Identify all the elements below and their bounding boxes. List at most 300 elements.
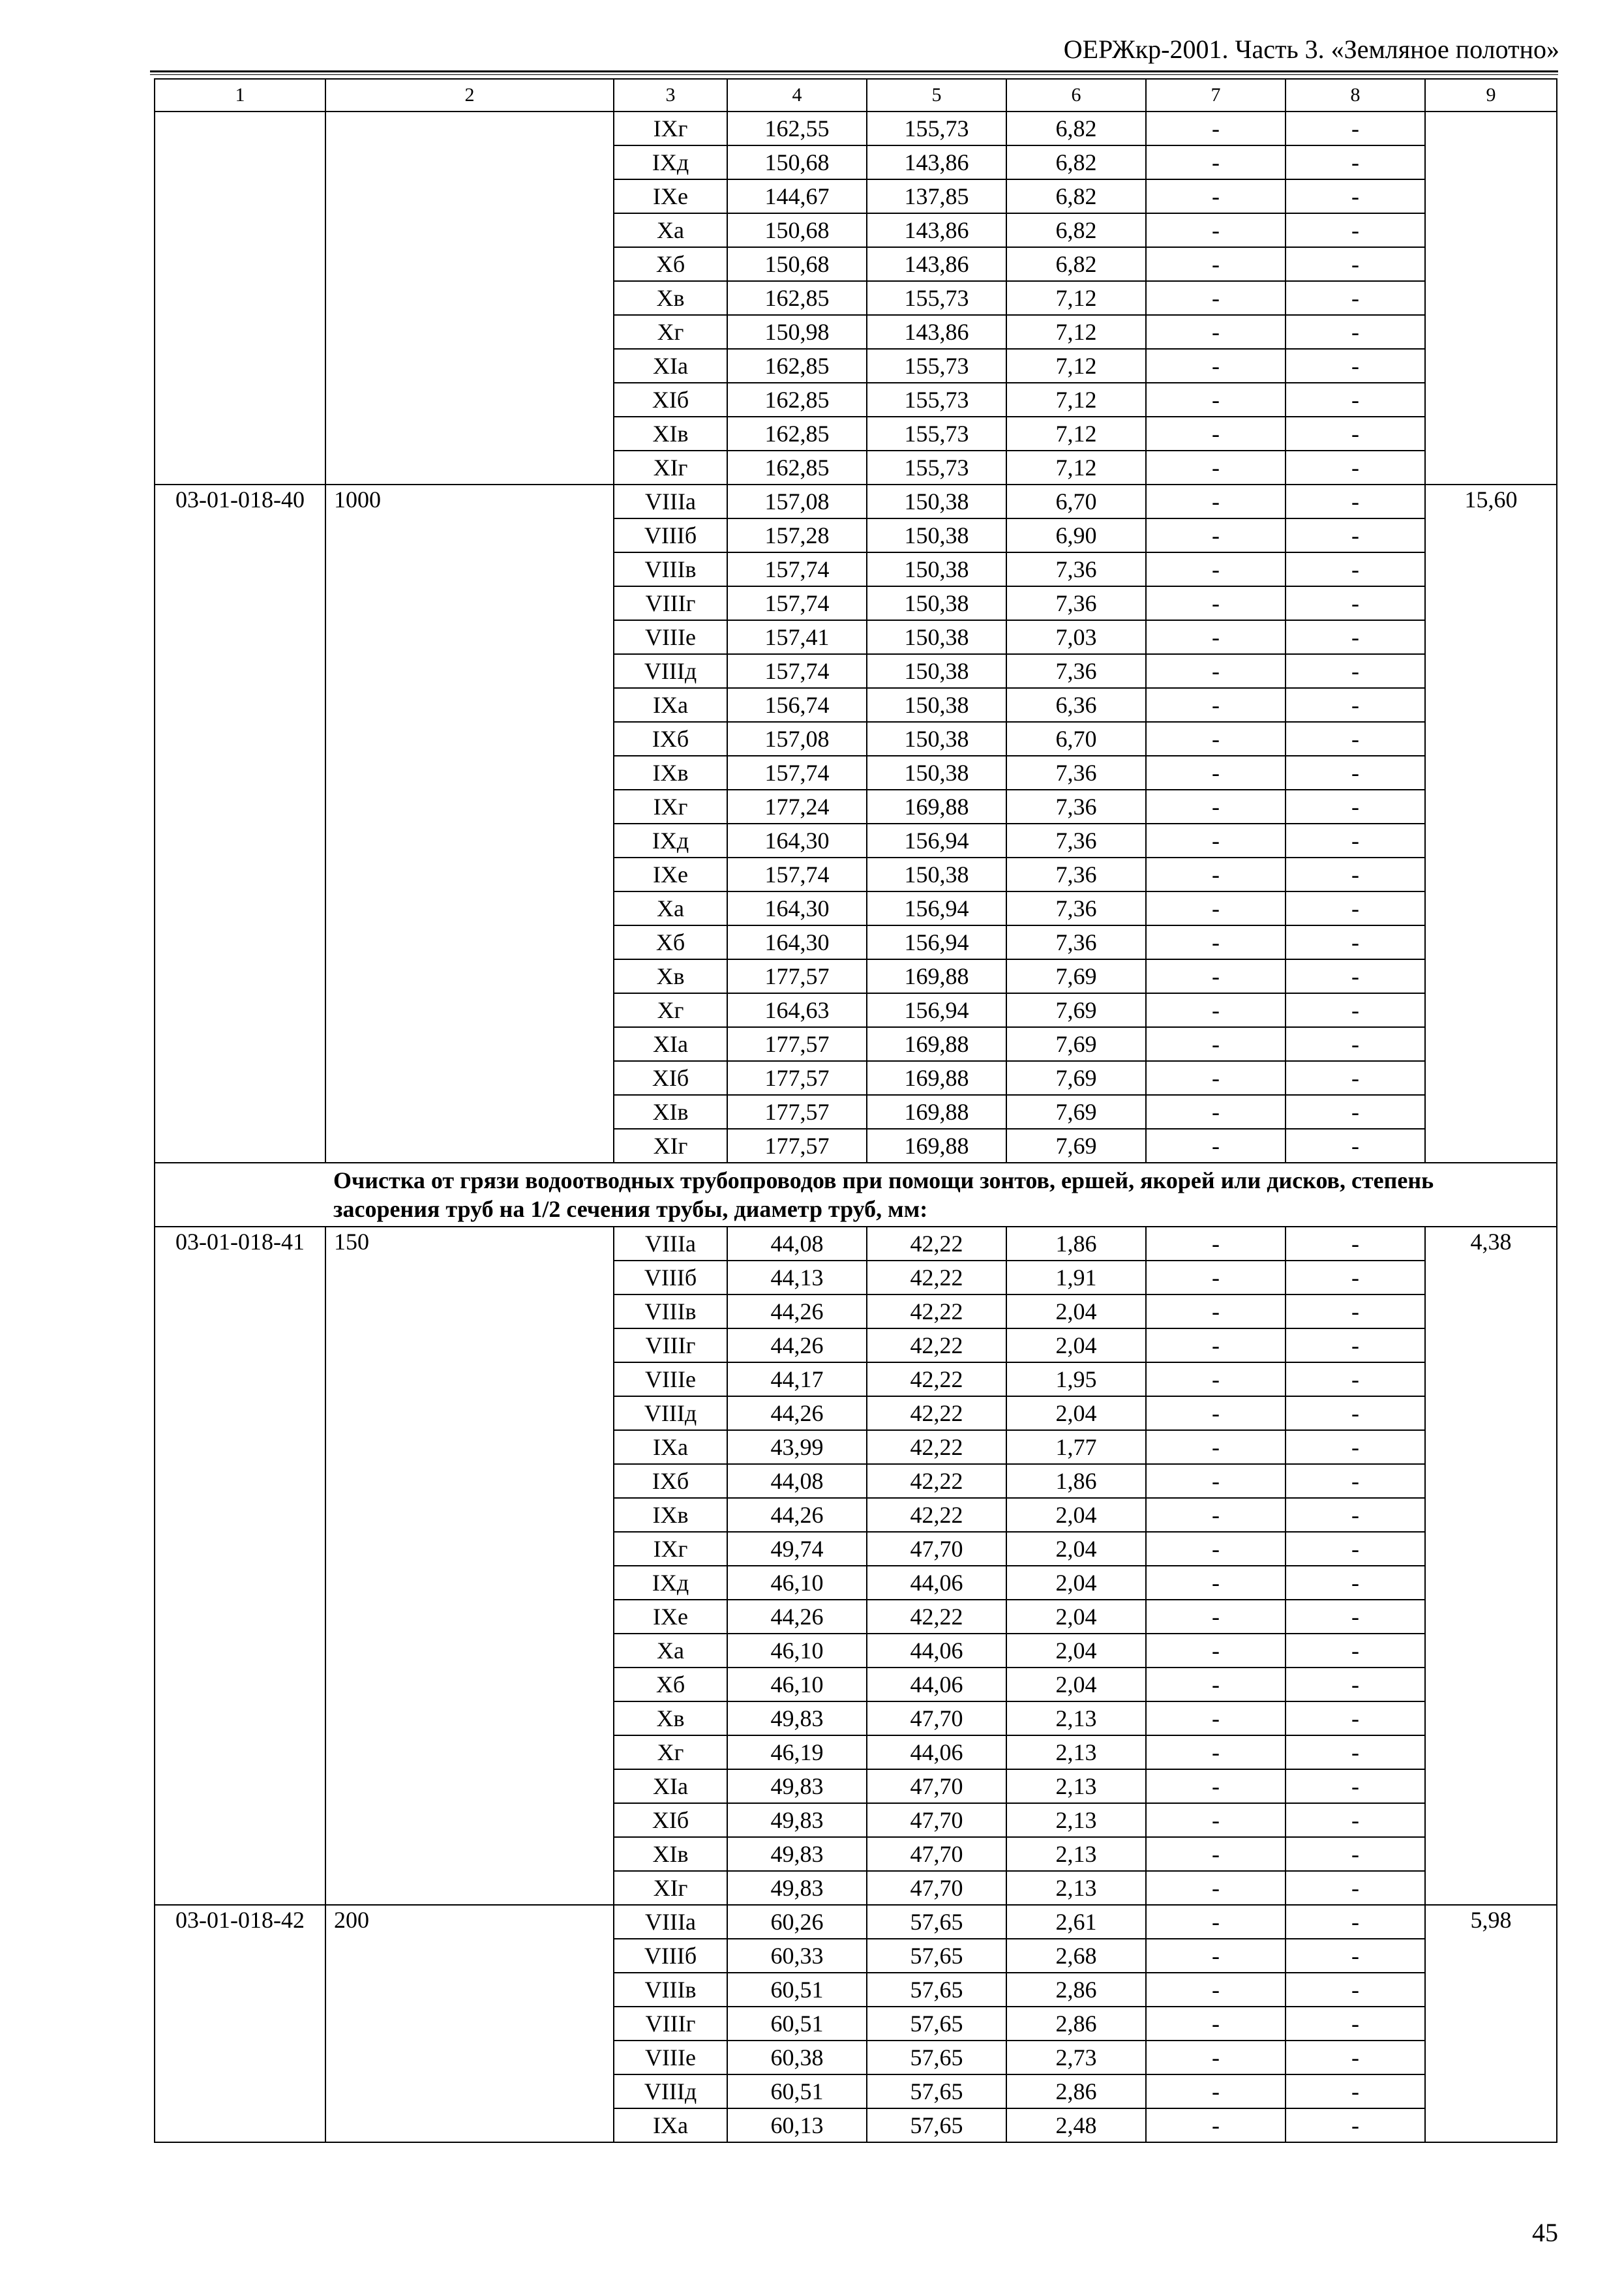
machinist-wages-cell: - bbox=[1146, 315, 1286, 349]
category-cell: Xг bbox=[614, 315, 727, 349]
wages-cell: 57,65 bbox=[867, 2074, 1006, 2108]
wages-cell: 137,85 bbox=[867, 179, 1006, 213]
machinist-wages-cell: - bbox=[1146, 1871, 1286, 1905]
machines-cell: 7,69 bbox=[1006, 1061, 1146, 1095]
wages-cell: 169,88 bbox=[867, 1095, 1006, 1129]
materials-cell: - bbox=[1286, 925, 1425, 959]
machines-cell: 2,48 bbox=[1006, 2108, 1146, 2142]
direct-cost-cell: 60,26 bbox=[727, 1905, 867, 1939]
category-cell: XIа bbox=[614, 1027, 727, 1061]
table-row bbox=[155, 1905, 1557, 1939]
machines-cell: 2,61 bbox=[1006, 1905, 1146, 1939]
machinist-wages-cell: - bbox=[1146, 552, 1286, 586]
materials-cell: - bbox=[1286, 1095, 1425, 1129]
machines-cell: 6,36 bbox=[1006, 688, 1146, 722]
table-row bbox=[155, 1227, 1557, 1261]
machines-cell: 2,13 bbox=[1006, 1701, 1146, 1735]
direct-cost-cell: 49,83 bbox=[727, 1769, 867, 1803]
material-total-cell: 5,98 bbox=[1425, 1905, 1557, 2142]
materials-cell: - bbox=[1286, 1735, 1425, 1769]
machines-cell: 7,36 bbox=[1006, 858, 1146, 891]
machinist-wages-cell: - bbox=[1146, 1430, 1286, 1464]
machinist-wages-cell: - bbox=[1146, 1362, 1286, 1396]
machines-cell: 2,13 bbox=[1006, 1837, 1146, 1871]
machinist-wages-cell: - bbox=[1146, 112, 1286, 145]
materials-cell: - bbox=[1286, 688, 1425, 722]
direct-cost-cell: 144,67 bbox=[727, 179, 867, 213]
materials-cell: - bbox=[1286, 620, 1425, 654]
machines-cell: 6,82 bbox=[1006, 213, 1146, 247]
machinist-wages-cell: - bbox=[1146, 925, 1286, 959]
materials-cell: - bbox=[1286, 1837, 1425, 1871]
wages-cell: 47,70 bbox=[867, 1837, 1006, 1871]
wages-cell: 42,22 bbox=[867, 1294, 1006, 1328]
materials-cell: - bbox=[1286, 2108, 1425, 2142]
category-cell: XIа bbox=[614, 349, 727, 383]
materials-cell: - bbox=[1286, 1701, 1425, 1735]
direct-cost-cell: 162,85 bbox=[727, 281, 867, 315]
category-cell: VIIIд bbox=[614, 654, 727, 688]
machines-cell: 7,36 bbox=[1006, 925, 1146, 959]
wages-cell: 44,06 bbox=[867, 1634, 1006, 1668]
materials-cell: - bbox=[1286, 824, 1425, 858]
category-cell: VIIIа bbox=[614, 485, 727, 518]
wages-cell: 42,22 bbox=[867, 1600, 1006, 1634]
wages-cell: 150,38 bbox=[867, 586, 1006, 620]
header-rule-thin bbox=[150, 74, 1558, 75]
machinist-wages-cell: - bbox=[1146, 1701, 1286, 1735]
wages-cell: 57,65 bbox=[867, 1905, 1006, 1939]
materials-cell: - bbox=[1286, 1498, 1425, 1532]
wages-cell: 156,94 bbox=[867, 891, 1006, 925]
wages-cell: 155,73 bbox=[867, 383, 1006, 417]
direct-cost-cell: 157,28 bbox=[727, 518, 867, 552]
wages-cell: 47,70 bbox=[867, 1769, 1006, 1803]
wages-cell: 150,38 bbox=[867, 518, 1006, 552]
wages-cell: 150,38 bbox=[867, 552, 1006, 586]
column-number-cell: 8 bbox=[1286, 79, 1425, 112]
machinist-wages-cell: - bbox=[1146, 1973, 1286, 2007]
category-cell: Xа bbox=[614, 213, 727, 247]
category-cell: IXа bbox=[614, 2108, 727, 2142]
column-number-cell: 4 bbox=[727, 79, 867, 112]
wages-cell: 169,88 bbox=[867, 959, 1006, 993]
category-cell: Xб bbox=[614, 247, 727, 281]
machinist-wages-cell: - bbox=[1146, 281, 1286, 315]
pipe-diameter-cell: 1000 bbox=[325, 485, 614, 1163]
machines-cell: 6,82 bbox=[1006, 112, 1146, 145]
direct-cost-cell: 60,38 bbox=[727, 2041, 867, 2074]
machines-cell: 7,36 bbox=[1006, 790, 1146, 824]
direct-cost-cell: 156,74 bbox=[727, 688, 867, 722]
materials-cell: - bbox=[1286, 1261, 1425, 1294]
direct-cost-cell: 177,57 bbox=[727, 1061, 867, 1095]
wages-cell: 57,65 bbox=[867, 2108, 1006, 2142]
section-heading-spacer bbox=[155, 1163, 325, 1227]
materials-cell: - bbox=[1286, 891, 1425, 925]
wages-cell: 150,38 bbox=[867, 722, 1006, 756]
machines-cell: 2,04 bbox=[1006, 1566, 1146, 1600]
direct-cost-cell: 46,19 bbox=[727, 1735, 867, 1769]
column-number-cell: 9 bbox=[1425, 79, 1557, 112]
direct-cost-cell: 162,85 bbox=[727, 383, 867, 417]
wages-cell: 155,73 bbox=[867, 451, 1006, 485]
category-cell: IXв bbox=[614, 1498, 727, 1532]
materials-cell: - bbox=[1286, 1396, 1425, 1430]
category-cell: IXг bbox=[614, 1532, 727, 1566]
materials-cell: - bbox=[1286, 993, 1425, 1027]
machinist-wages-cell: - bbox=[1146, 688, 1286, 722]
direct-cost-cell: 164,63 bbox=[727, 993, 867, 1027]
machines-cell: 2,04 bbox=[1006, 1396, 1146, 1430]
materials-cell: - bbox=[1286, 1294, 1425, 1328]
machines-cell: 1,77 bbox=[1006, 1430, 1146, 1464]
wages-cell: 47,70 bbox=[867, 1803, 1006, 1837]
category-cell: IXд bbox=[614, 824, 727, 858]
category-cell: VIIIе bbox=[614, 1362, 727, 1396]
category-cell: VIIIа bbox=[614, 1227, 727, 1261]
machines-cell: 2,13 bbox=[1006, 1735, 1146, 1769]
machines-cell: 2,04 bbox=[1006, 1498, 1146, 1532]
category-cell: IXе bbox=[614, 179, 727, 213]
machines-cell: 6,82 bbox=[1006, 145, 1146, 179]
category-cell: XIб bbox=[614, 383, 727, 417]
wages-cell: 155,73 bbox=[867, 112, 1006, 145]
direct-cost-cell: 60,51 bbox=[727, 1973, 867, 2007]
materials-cell: - bbox=[1286, 179, 1425, 213]
machinist-wages-cell: - bbox=[1146, 2041, 1286, 2074]
pipe-diameter-cell: 150 bbox=[325, 1227, 614, 1905]
materials-cell: - bbox=[1286, 281, 1425, 315]
machines-cell: 2,04 bbox=[1006, 1634, 1146, 1668]
machinist-wages-cell: - bbox=[1146, 485, 1286, 518]
machines-cell: 1,86 bbox=[1006, 1464, 1146, 1498]
category-cell: Xб bbox=[614, 925, 727, 959]
wages-cell: 156,94 bbox=[867, 993, 1006, 1027]
document-header-title: ОЕРЖкр-2001. Часть 3. «Земляное полотно» bbox=[1063, 35, 1559, 64]
category-cell: XIг bbox=[614, 1871, 727, 1905]
materials-cell: - bbox=[1286, 1227, 1425, 1261]
category-cell: VIIIв bbox=[614, 1973, 727, 2007]
wages-cell: 44,06 bbox=[867, 1735, 1006, 1769]
machinist-wages-cell: - bbox=[1146, 1396, 1286, 1430]
direct-cost-cell: 49,83 bbox=[727, 1837, 867, 1871]
direct-cost-cell: 44,08 bbox=[727, 1227, 867, 1261]
direct-cost-cell: 44,26 bbox=[727, 1294, 867, 1328]
wages-cell: 42,22 bbox=[867, 1498, 1006, 1532]
machinist-wages-cell: - bbox=[1146, 1905, 1286, 1939]
direct-cost-cell: 177,57 bbox=[727, 1027, 867, 1061]
direct-cost-cell: 44,26 bbox=[727, 1396, 867, 1430]
machinist-wages-cell: - bbox=[1146, 993, 1286, 1027]
rate-code-cell: 03-01-018-42 bbox=[155, 1905, 325, 2142]
materials-cell: - bbox=[1286, 959, 1425, 993]
wages-cell: 143,86 bbox=[867, 145, 1006, 179]
machinist-wages-cell: - bbox=[1146, 247, 1286, 281]
machinist-wages-cell: - bbox=[1146, 1634, 1286, 1668]
category-cell: IXб bbox=[614, 722, 727, 756]
direct-cost-cell: 162,85 bbox=[727, 417, 867, 451]
direct-cost-cell: 164,30 bbox=[727, 824, 867, 858]
machinist-wages-cell: - bbox=[1146, 756, 1286, 790]
direct-cost-cell: 44,17 bbox=[727, 1362, 867, 1396]
category-cell: IXд bbox=[614, 1566, 727, 1600]
machines-cell: 2,13 bbox=[1006, 1769, 1146, 1803]
category-cell: IXа bbox=[614, 1430, 727, 1464]
wages-cell: 150,38 bbox=[867, 620, 1006, 654]
category-cell: Xв bbox=[614, 1701, 727, 1735]
table-row bbox=[155, 485, 1557, 518]
category-cell: XIг bbox=[614, 451, 727, 485]
category-cell: XIв bbox=[614, 417, 727, 451]
materials-cell: - bbox=[1286, 451, 1425, 485]
direct-cost-cell: 150,68 bbox=[727, 145, 867, 179]
wages-cell: 155,73 bbox=[867, 281, 1006, 315]
materials-cell: - bbox=[1286, 145, 1425, 179]
wages-cell: 150,38 bbox=[867, 654, 1006, 688]
category-cell: Xв bbox=[614, 281, 727, 315]
direct-cost-cell: 60,51 bbox=[727, 2007, 867, 2041]
material-total-cell: 4,38 bbox=[1425, 1227, 1557, 1905]
direct-cost-cell: 46,10 bbox=[727, 1634, 867, 1668]
direct-cost-cell: 162,55 bbox=[727, 112, 867, 145]
machines-cell: 1,91 bbox=[1006, 1261, 1146, 1294]
category-cell: IXв bbox=[614, 756, 727, 790]
wages-cell: 155,73 bbox=[867, 349, 1006, 383]
materials-cell: - bbox=[1286, 1430, 1425, 1464]
category-cell: IXг bbox=[614, 790, 727, 824]
direct-cost-cell: 49,83 bbox=[727, 1871, 867, 1905]
machines-cell: 7,12 bbox=[1006, 417, 1146, 451]
materials-cell: - bbox=[1286, 349, 1425, 383]
direct-cost-cell: 177,57 bbox=[727, 959, 867, 993]
machinist-wages-cell: - bbox=[1146, 213, 1286, 247]
machines-cell: 7,12 bbox=[1006, 451, 1146, 485]
machinist-wages-cell: - bbox=[1146, 722, 1286, 756]
machines-cell: 7,12 bbox=[1006, 383, 1146, 417]
direct-cost-cell: 49,74 bbox=[727, 1532, 867, 1566]
category-cell: IXб bbox=[614, 1464, 727, 1498]
materials-cell: - bbox=[1286, 1532, 1425, 1566]
machines-cell: 7,12 bbox=[1006, 349, 1146, 383]
machinist-wages-cell: - bbox=[1146, 858, 1286, 891]
machinist-wages-cell: - bbox=[1146, 417, 1286, 451]
direct-cost-cell: 150,68 bbox=[727, 247, 867, 281]
column-number-cell: 2 bbox=[325, 79, 614, 112]
machines-cell: 7,69 bbox=[1006, 1027, 1146, 1061]
machinist-wages-cell: - bbox=[1146, 586, 1286, 620]
direct-cost-cell: 157,74 bbox=[727, 756, 867, 790]
materials-cell: - bbox=[1286, 213, 1425, 247]
category-cell: VIIIг bbox=[614, 2007, 727, 2041]
machinist-wages-cell: - bbox=[1146, 654, 1286, 688]
machinist-wages-cell: - bbox=[1146, 1464, 1286, 1498]
direct-cost-cell: 177,24 bbox=[727, 790, 867, 824]
machinist-wages-cell: - bbox=[1146, 1129, 1286, 1163]
machinist-wages-cell: - bbox=[1146, 451, 1286, 485]
materials-cell: - bbox=[1286, 586, 1425, 620]
direct-cost-cell: 60,33 bbox=[727, 1939, 867, 1973]
machinist-wages-cell: - bbox=[1146, 891, 1286, 925]
direct-cost-cell: 157,08 bbox=[727, 485, 867, 518]
machinist-wages-cell: - bbox=[1146, 383, 1286, 417]
column-number-cell: 5 bbox=[867, 79, 1006, 112]
rate-code-cell bbox=[155, 112, 325, 485]
machinist-wages-cell: - bbox=[1146, 1061, 1286, 1095]
machines-cell: 7,69 bbox=[1006, 1129, 1146, 1163]
category-cell: XIа bbox=[614, 1769, 727, 1803]
materials-cell: - bbox=[1286, 1027, 1425, 1061]
category-cell: IXд bbox=[614, 145, 727, 179]
wages-cell: 57,65 bbox=[867, 1973, 1006, 2007]
machines-cell: 2,68 bbox=[1006, 1939, 1146, 1973]
machines-cell: 7,36 bbox=[1006, 891, 1146, 925]
machines-cell: 7,36 bbox=[1006, 586, 1146, 620]
table-body bbox=[155, 79, 1557, 2142]
materials-cell: - bbox=[1286, 485, 1425, 518]
wages-cell: 57,65 bbox=[867, 2007, 1006, 2041]
machines-cell: 6,82 bbox=[1006, 179, 1146, 213]
wages-cell: 143,86 bbox=[867, 247, 1006, 281]
category-cell: IXг bbox=[614, 112, 727, 145]
machines-cell: 7,03 bbox=[1006, 620, 1146, 654]
column-number-cell: 6 bbox=[1006, 79, 1146, 112]
machinist-wages-cell: - bbox=[1146, 1227, 1286, 1261]
materials-cell: - bbox=[1286, 1939, 1425, 1973]
machines-cell: 1,95 bbox=[1006, 1362, 1146, 1396]
category-cell: IXе bbox=[614, 1600, 727, 1634]
materials-cell: - bbox=[1286, 858, 1425, 891]
materials-cell: - bbox=[1286, 1566, 1425, 1600]
category-cell: VIIIг bbox=[614, 1328, 727, 1362]
materials-cell: - bbox=[1286, 756, 1425, 790]
machines-cell: 6,90 bbox=[1006, 518, 1146, 552]
machinist-wages-cell: - bbox=[1146, 1532, 1286, 1566]
machines-cell: 6,70 bbox=[1006, 722, 1146, 756]
direct-cost-cell: 46,10 bbox=[727, 1668, 867, 1701]
materials-cell: - bbox=[1286, 315, 1425, 349]
materials-cell: - bbox=[1286, 112, 1425, 145]
direct-cost-cell: 46,10 bbox=[727, 1566, 867, 1600]
wages-cell: 155,73 bbox=[867, 417, 1006, 451]
machines-cell: 2,04 bbox=[1006, 1668, 1146, 1701]
category-cell: VIIIв bbox=[614, 552, 727, 586]
direct-cost-cell: 150,98 bbox=[727, 315, 867, 349]
machinist-wages-cell: - bbox=[1146, 2007, 1286, 2041]
category-cell: Xб bbox=[614, 1668, 727, 1701]
materials-cell: - bbox=[1286, 417, 1425, 451]
rate-code-cell: 03-01-018-41 bbox=[155, 1227, 325, 1905]
materials-cell: - bbox=[1286, 1905, 1425, 1939]
machinist-wages-cell: - bbox=[1146, 1735, 1286, 1769]
materials-cell: - bbox=[1286, 1769, 1425, 1803]
machinist-wages-cell: - bbox=[1146, 145, 1286, 179]
wages-cell: 44,06 bbox=[867, 1566, 1006, 1600]
machines-cell: 2,04 bbox=[1006, 1600, 1146, 1634]
wages-cell: 143,86 bbox=[867, 315, 1006, 349]
material-total-cell bbox=[1425, 112, 1557, 485]
machines-cell: 2,86 bbox=[1006, 2007, 1146, 2041]
category-cell: XIв bbox=[614, 1095, 727, 1129]
wages-cell: 44,06 bbox=[867, 1668, 1006, 1701]
category-cell: Xг bbox=[614, 993, 727, 1027]
wages-cell: 150,38 bbox=[867, 756, 1006, 790]
machinist-wages-cell: - bbox=[1146, 1027, 1286, 1061]
wages-cell: 42,22 bbox=[867, 1464, 1006, 1498]
wages-cell: 169,88 bbox=[867, 1061, 1006, 1095]
materials-cell: - bbox=[1286, 1668, 1425, 1701]
wages-cell: 156,94 bbox=[867, 925, 1006, 959]
machinist-wages-cell: - bbox=[1146, 1261, 1286, 1294]
machinist-wages-cell: - bbox=[1146, 620, 1286, 654]
wages-cell: 42,22 bbox=[867, 1396, 1006, 1430]
section-heading: Очистка от грязи водоотводных трубопроводов при помощи зонтов, ершей, якорей или дисков, степень засорения труб на 1/2 сечения трубы, диаметр труб, мм: bbox=[325, 1163, 1557, 1227]
category-cell: Xа bbox=[614, 891, 727, 925]
machinist-wages-cell: - bbox=[1146, 1294, 1286, 1328]
direct-cost-cell: 49,83 bbox=[727, 1701, 867, 1735]
column-number-cell: 3 bbox=[614, 79, 727, 112]
wages-cell: 150,38 bbox=[867, 485, 1006, 518]
machinist-wages-cell: - bbox=[1146, 959, 1286, 993]
machines-cell: 2,86 bbox=[1006, 2074, 1146, 2108]
direct-cost-cell: 164,30 bbox=[727, 891, 867, 925]
rates-table bbox=[154, 78, 1557, 2143]
materials-cell: - bbox=[1286, 1634, 1425, 1668]
direct-cost-cell: 44,26 bbox=[727, 1328, 867, 1362]
materials-cell: - bbox=[1286, 654, 1425, 688]
direct-cost-cell: 157,74 bbox=[727, 552, 867, 586]
category-cell: VIIIд bbox=[614, 2074, 727, 2108]
materials-cell: - bbox=[1286, 1973, 1425, 2007]
column-number-row bbox=[155, 79, 1557, 112]
direct-cost-cell: 164,30 bbox=[727, 925, 867, 959]
materials-cell: - bbox=[1286, 383, 1425, 417]
direct-cost-cell: 60,51 bbox=[727, 2074, 867, 2108]
machinist-wages-cell: - bbox=[1146, 1803, 1286, 1837]
machinist-wages-cell: - bbox=[1146, 2108, 1286, 2142]
direct-cost-cell: 177,57 bbox=[727, 1129, 867, 1163]
wages-cell: 47,70 bbox=[867, 1701, 1006, 1735]
machinist-wages-cell: - bbox=[1146, 1668, 1286, 1701]
direct-cost-cell: 49,83 bbox=[727, 1803, 867, 1837]
machines-cell: 2,04 bbox=[1006, 1532, 1146, 1566]
materials-cell: - bbox=[1286, 1464, 1425, 1498]
direct-cost-cell: 43,99 bbox=[727, 1430, 867, 1464]
wages-cell: 169,88 bbox=[867, 790, 1006, 824]
materials-cell: - bbox=[1286, 1129, 1425, 1163]
direct-cost-cell: 157,74 bbox=[727, 586, 867, 620]
machinist-wages-cell: - bbox=[1146, 1566, 1286, 1600]
category-cell: IXе bbox=[614, 858, 727, 891]
pipe-diameter-cell bbox=[325, 112, 614, 485]
direct-cost-cell: 44,08 bbox=[727, 1464, 867, 1498]
wages-cell: 150,38 bbox=[867, 858, 1006, 891]
machines-cell: 7,36 bbox=[1006, 654, 1146, 688]
category-cell: VIIIд bbox=[614, 1396, 727, 1430]
category-cell: VIIIг bbox=[614, 586, 727, 620]
machinist-wages-cell: - bbox=[1146, 1769, 1286, 1803]
machinist-wages-cell: - bbox=[1146, 349, 1286, 383]
category-cell: XIб bbox=[614, 1803, 727, 1837]
category-cell: XIв bbox=[614, 1837, 727, 1871]
direct-cost-cell: 157,08 bbox=[727, 722, 867, 756]
direct-cost-cell: 44,13 bbox=[727, 1261, 867, 1294]
wages-cell: 57,65 bbox=[867, 1939, 1006, 1973]
materials-cell: - bbox=[1286, 2007, 1425, 2041]
materials-cell: - bbox=[1286, 2074, 1425, 2108]
machines-cell: 7,12 bbox=[1006, 315, 1146, 349]
direct-cost-cell: 162,85 bbox=[727, 349, 867, 383]
